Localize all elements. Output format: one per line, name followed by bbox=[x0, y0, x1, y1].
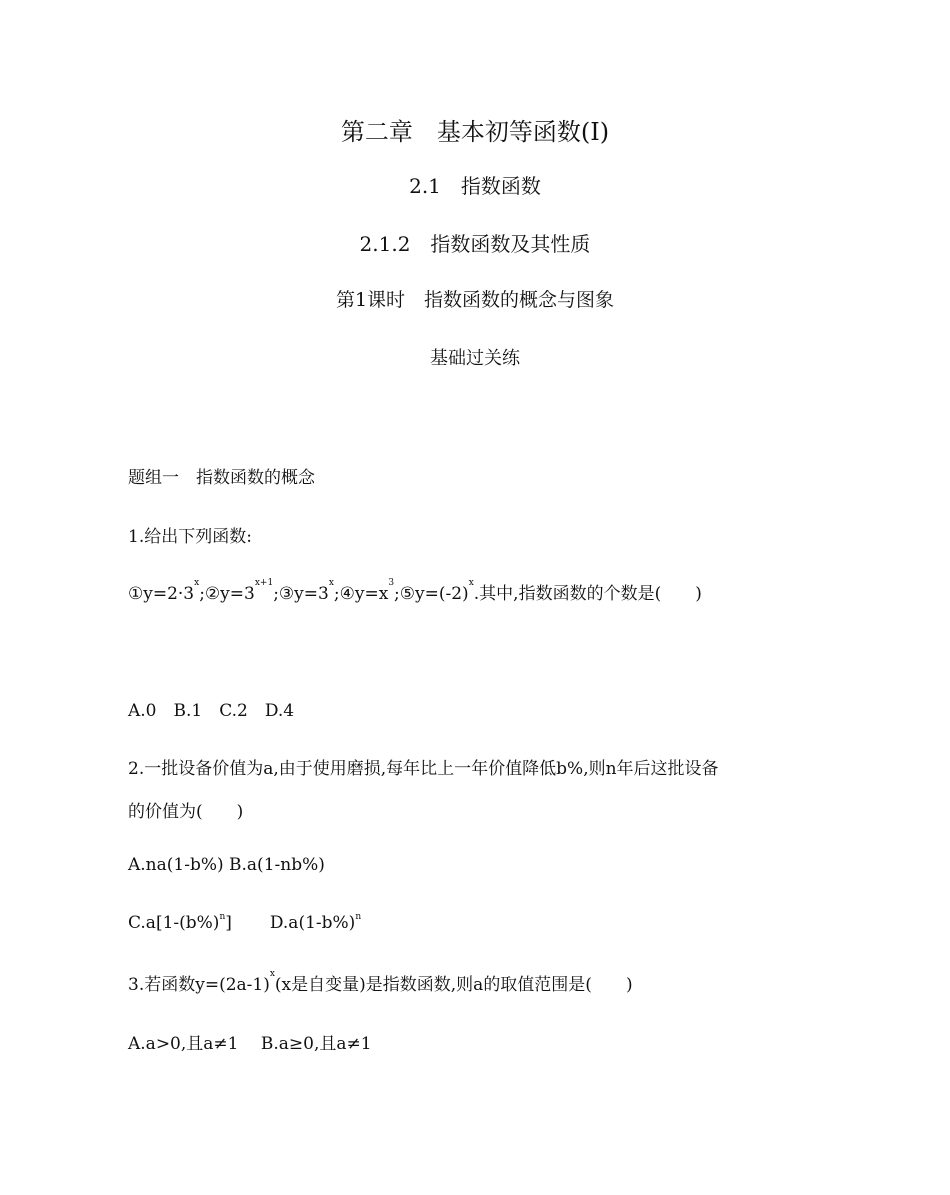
option-c: C.a[1-(b%) bbox=[128, 913, 220, 933]
question-3-exponent: x bbox=[269, 969, 275, 979]
option-d-exponent: n bbox=[355, 912, 362, 922]
question-1-functions bbox=[128, 579, 702, 604]
question-1-tail: .其中,指数函数的个数是( ) bbox=[473, 584, 702, 604]
function-5: ;⑤y=(-2) bbox=[394, 584, 469, 604]
question-3-stem bbox=[128, 970, 633, 995]
question-1-options: A.0 B.1 C.2 D.4 bbox=[128, 701, 295, 721]
question-3-stem-b: (x是自变量)是指数函数,则a的取值范围是( ) bbox=[274, 975, 633, 995]
function-3: ;③y=3 bbox=[273, 584, 329, 604]
option-c-exponent: n bbox=[219, 912, 226, 922]
function-1-exponent: x bbox=[194, 578, 200, 588]
practice-title: 基础过关练 bbox=[430, 348, 520, 369]
subsection-title: 2.1.2 指数函数及其性质 bbox=[359, 232, 591, 256]
question-3-options-ab: A.a>0,且a≠1 B.a≥0,且a≠1 bbox=[128, 1034, 372, 1054]
question-2-options-cd bbox=[128, 913, 361, 933]
question-2-stem-line-2: 的价值为( ) bbox=[128, 802, 244, 822]
option-c-tail: ] bbox=[225, 913, 232, 933]
function-2-exponent: x+1 bbox=[254, 578, 274, 588]
group-1-title: 题组一 指数函数的概念 bbox=[128, 468, 315, 488]
function-2: ;②y=3 bbox=[199, 584, 255, 604]
chapter-title: 第二章 基本初等函数(Ⅰ) bbox=[340, 118, 610, 146]
section-title: 2.1 指数函数 bbox=[409, 174, 541, 198]
question-1-stem: 1.给出下列函数: bbox=[128, 527, 252, 547]
function-4: ;④y=x bbox=[333, 584, 389, 604]
option-d: D.a(1-b%) bbox=[269, 913, 356, 933]
lesson-title: 第1课时 指数函数的概念与图象 bbox=[335, 289, 615, 311]
question-2-options-ab: A.na(1-b%) B.a(1-nb%) bbox=[128, 855, 325, 875]
function-4-exponent: 3 bbox=[388, 578, 395, 588]
question-3-stem-a: 3.若函数y=(2a-1) bbox=[128, 975, 270, 995]
question-2-stem-line-1: 2.一批设备价值为a,由于使用磨损,每年比上一年价值降低b%,则n年后这批设备 bbox=[128, 759, 719, 779]
function-5-exponent: x bbox=[468, 578, 474, 588]
function-3-exponent: x bbox=[328, 578, 334, 588]
function-1: ①y=2·3 bbox=[128, 584, 195, 604]
